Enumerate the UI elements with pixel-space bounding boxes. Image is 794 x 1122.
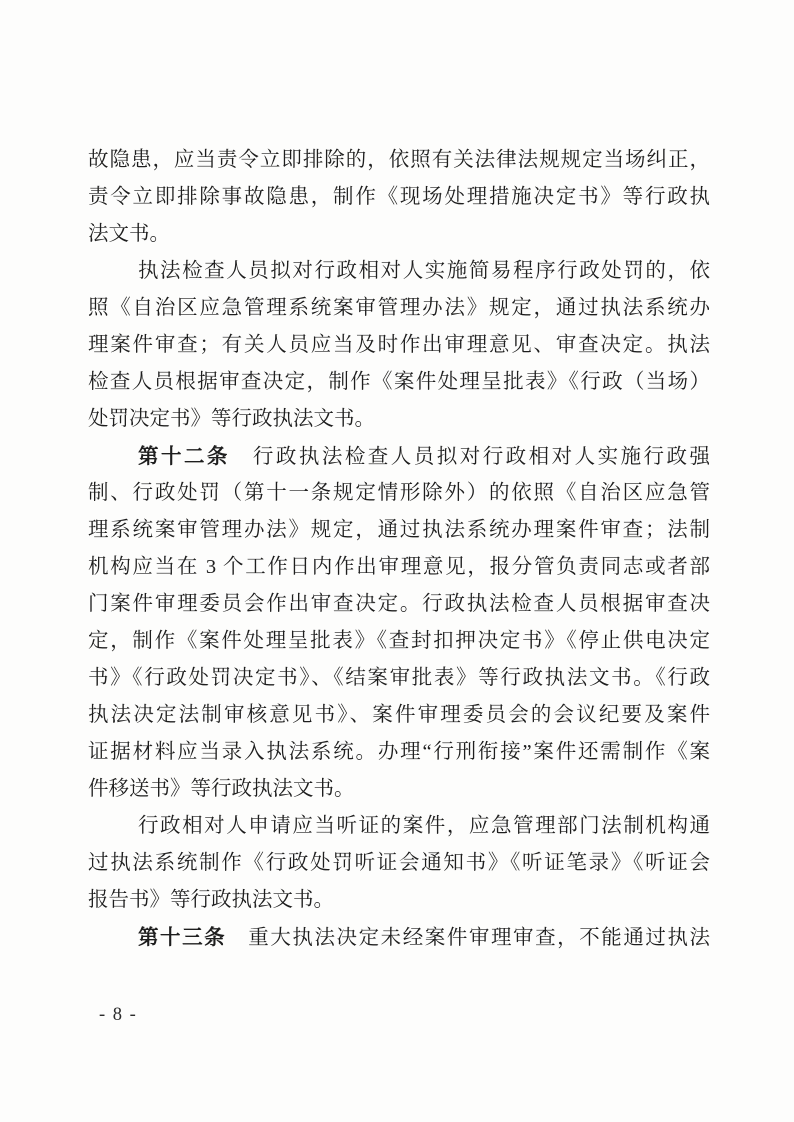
- text-line: 定，制作《案件处理呈批表》《查封扣押决定书》《停止供电决定: [88, 630, 710, 652]
- text-line: 法文书。: [88, 223, 170, 245]
- text-line: 责令立即排除事故隐患，制作《现场处理措施决定书》等行政执: [88, 186, 710, 208]
- text-line: 书》《行政处罚决定书》、《结案审批表》等行政执法文书。《行政: [88, 667, 710, 689]
- text-line: 故隐患，应当责令立即排除的，依照有关法律法规规定当场纠正，: [88, 149, 710, 171]
- text-segment: 重大执法决定未经案件审理审查，不能通过执法: [226, 927, 711, 949]
- text-line: 照《自治区应急管理系统案审管理办法》规定，通过执法系统办: [88, 297, 710, 319]
- text-line: 执法检查人员拟对行政相对人实施简易程序行政处罚的，依: [138, 260, 710, 282]
- text-line: 处罚决定书》等行政执法文书。: [88, 408, 375, 430]
- document-body: [88, 142, 710, 956]
- text-line: 门案件审理委员会作出审查决定。行政执法检查人员根据审查决: [88, 593, 710, 615]
- article-12-heading-line: [88, 438, 710, 475]
- text-line: 证据材料应当录入执法系统。办理“行刑衔接”案件还需制作《案: [88, 741, 710, 763]
- paragraph-simple-procedure: [88, 253, 710, 438]
- paragraph-intro-continuation: [88, 142, 710, 253]
- text-line: 过执法系统制作《行政处罚听证会通知书》《听证笔录》《听证会: [88, 852, 710, 874]
- text-line: 报告书》等行政执法文书。: [88, 889, 334, 911]
- text-segment: 行政执法检查人员拟对行政相对人实施行政强: [229, 446, 711, 468]
- paragraph-hearing: [88, 808, 710, 919]
- page-number: - 8 -: [99, 1005, 138, 1025]
- paragraph-article-12: [88, 438, 710, 808]
- text-line: 理系统案审管理办法》规定，通过执法系统办理案件审查；法制: [88, 519, 710, 541]
- text-line: 执法决定法制审核意见书》、案件审理委员会的会议纪要及案件: [88, 704, 710, 726]
- paragraph-article-13: [88, 919, 710, 956]
- text-line: 机构应当在 3 个工作日内作出审理意见，报分管负责同志或者部: [88, 556, 710, 578]
- text-line: 行政相对人申请应当听证的案件，应急管理部门法制机构通: [138, 815, 710, 837]
- text-line: 制、行政处罚（第十一条规定情形除外）的依照《自治区应急管: [88, 482, 710, 504]
- text-line: 件移送书》等行政执法文书。: [88, 778, 355, 800]
- article-13-heading-line: [88, 919, 710, 956]
- article-12-number: 第十二条: [138, 445, 230, 468]
- text-line: 理案件审查；有关人员应当及时作出审理意见、审查决定。执法: [88, 334, 710, 356]
- article-13-number: 第十三条: [138, 926, 227, 949]
- text-line: 检查人员根据审查决定，制作《案件处理呈批表》《行政（当场）: [88, 371, 710, 393]
